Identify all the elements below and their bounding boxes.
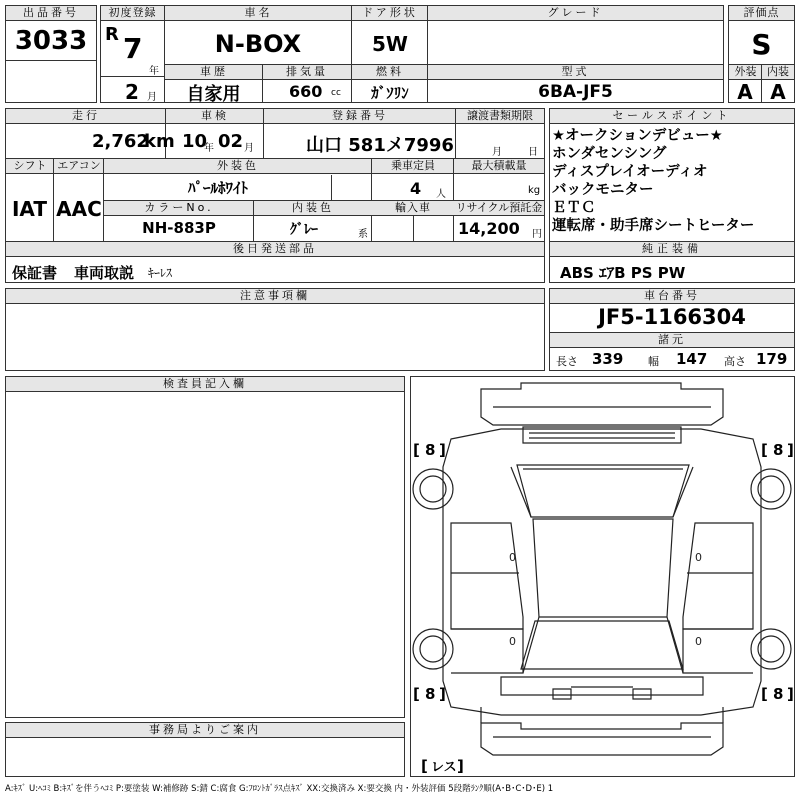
details-box — [5, 108, 545, 242]
later-parts-header: 後日発送部品 — [6, 242, 544, 257]
lot-number: 3033 — [14, 26, 88, 56]
inspector-box — [5, 376, 405, 718]
shift: IAT — [11, 197, 47, 221]
ext-grade-header: 外装 — [729, 65, 762, 80]
selling-point: バックモニター — [552, 182, 654, 198]
notes-box — [5, 288, 545, 371]
diagram-zero: 0 — [509, 551, 516, 564]
length-value: 339 — [592, 350, 624, 368]
lot-number-header: 出品番号 — [6, 6, 96, 21]
door-type: 5W — [372, 32, 408, 56]
diagram-zero: 0 — [695, 635, 702, 648]
color-number: NH-883P — [142, 219, 216, 237]
int-color: ｸﾞﾚｰ — [290, 222, 318, 238]
svg-text:]: ] — [787, 441, 794, 459]
first-registration-box — [100, 5, 165, 103]
diagram-zero: 0 — [695, 551, 702, 564]
svg-text:]: ] — [457, 757, 464, 775]
inspection-header: 車検 — [166, 109, 264, 124]
ext-color-header: 外装色 — [104, 159, 372, 174]
genuine-header: 純正装備 — [550, 242, 794, 257]
diagram-zero: 0 — [509, 635, 516, 648]
svg-text:]: ] — [439, 685, 446, 703]
later-parts-box — [5, 241, 545, 283]
vehicle-diagram — [411, 377, 794, 776]
selling-points-header: セールスポイント — [550, 109, 794, 124]
history-header: 車歴 — [165, 65, 263, 80]
damage-mark-front-right: 8 — [773, 441, 784, 459]
damage-mark-front-left: 8 — [425, 441, 436, 459]
specs-header: 諸元 — [550, 333, 794, 348]
selling-point: ★オークションデビュー★ — [552, 128, 723, 144]
chassis-box — [549, 288, 795, 371]
recycle-header: リサイクル預託金 — [455, 201, 543, 214]
recycle-unit: 円 — [532, 229, 542, 240]
reg-month: 2 — [125, 80, 139, 104]
ext-grade: A — [737, 80, 753, 104]
reg-month-unit: 月 — [147, 92, 157, 103]
svg-text:]: ] — [787, 685, 794, 703]
inspection-month-unit: 月 — [244, 143, 254, 154]
lot-number-box — [5, 5, 97, 61]
selling-point: ＥＴＣ — [552, 200, 596, 216]
length-label: 長さ — [556, 355, 578, 368]
svg-text:]: ] — [439, 441, 446, 459]
model-code: 6BA-JF5 — [538, 82, 613, 102]
reg-year: 7 — [123, 32, 143, 65]
genuine-equipment: ABS ｴｱB PS PW — [560, 264, 686, 282]
max-load-header: 最大積載量 — [454, 159, 544, 174]
svg-text:[: [ — [761, 685, 768, 703]
lot-blank-box — [5, 60, 97, 103]
selling-point: ディスプレイオーディオ — [552, 164, 708, 180]
selling-points-list — [552, 127, 754, 235]
selling-points-box — [549, 108, 795, 242]
displacement-unit: cc — [331, 88, 341, 98]
model-header: 型式 — [428, 65, 723, 80]
air-conditioner: AAC — [56, 197, 102, 221]
later-part-warranty: 保証書 — [12, 264, 58, 282]
era: R — [105, 24, 119, 45]
first-reg-header: 初度登録 — [101, 6, 164, 21]
genuine-equipment-box — [549, 241, 795, 283]
later-part-keyless: ｷｰﾚｽ — [148, 266, 173, 280]
office-header: 事務局よりご案内 — [6, 723, 404, 738]
width-value: 147 — [676, 350, 708, 368]
legend-text: A:ｷｽﾞ U:ﾍｺﾐ B:ｷｽﾞを伴うﾍｺﾐ P:要塗装 W:補修跡 S:錆 C:腐食 G:ﾌﾛﾝﾄｶﾞﾗｽ点ｷｽﾞ XX:交換済み X:要交換 内・外装評価 5段階ﾗﾝｸ順(A･B･C･D･E) 1 — [5, 784, 554, 794]
height-value: 179 — [756, 350, 788, 368]
shift-header: シフト — [6, 159, 54, 174]
grade-header: グレード — [428, 6, 723, 21]
mileage: 2,762 — [92, 131, 149, 152]
car-name-header: 車名 — [165, 6, 352, 21]
transfer-day-unit: 日 — [528, 147, 538, 158]
svg-text:[: [ — [413, 441, 420, 459]
fuel: ｶﾞｿﾘﾝ — [371, 84, 409, 102]
transfer-month-unit: 月 — [492, 147, 502, 158]
int-grade-header: 内装 — [762, 65, 794, 80]
ac-header: エアコン — [54, 159, 104, 174]
history: 自家用 — [186, 84, 241, 105]
inspector-header: 検査員記入欄 — [6, 377, 404, 392]
height-label: 高さ — [724, 355, 746, 368]
capacity: 4 — [410, 179, 422, 198]
ext-color: ﾊﾟｰﾙﾎﾜｲﾄ — [187, 179, 248, 197]
damage-mark-bottom: レス — [431, 760, 457, 775]
car-name: N-BOX — [214, 30, 302, 58]
door-header: ドア形状 — [352, 6, 428, 21]
svg-text:[: [ — [421, 757, 428, 775]
capacity-unit: 人 — [436, 189, 446, 200]
chassis-number: JF5-1166304 — [598, 305, 746, 329]
car-info-box — [164, 5, 724, 103]
svg-text:[: [ — [413, 685, 420, 703]
int-color-header: 内装色 — [254, 201, 372, 216]
mileage-unit: km — [144, 131, 175, 152]
reg-year-unit: 年 — [149, 66, 159, 77]
registration-number: 山口 581メ7996 — [306, 135, 454, 156]
mileage-header: 走行 — [6, 109, 166, 124]
capacity-header: 乗車定員 — [372, 159, 454, 174]
svg-text:[: [ — [761, 441, 768, 459]
transfer-header: 譲渡書類期限 — [456, 109, 544, 124]
recycle-fee: 14,200 — [458, 219, 520, 238]
damage-mark-rear-left: 8 — [425, 685, 436, 703]
inspection-month: 02 — [218, 131, 244, 152]
selling-point: 運転席・助手席シートヒーター — [552, 218, 755, 234]
reg-no-header: 登録番号 — [264, 109, 456, 124]
max-load-unit: kg — [528, 185, 541, 196]
inspection-year-unit: 年 — [204, 143, 214, 154]
color-no-header: カラーNo. — [104, 201, 254, 216]
office-box — [5, 722, 405, 777]
displacement-header: 排気量 — [263, 65, 351, 80]
width-label: 幅 — [648, 355, 659, 368]
notes-header: 注意事項欄 — [6, 289, 544, 304]
later-part-manual: 車両取説 — [74, 264, 135, 282]
selling-point: ホンダセンシング — [552, 146, 667, 162]
chassis-header: 車台番号 — [550, 289, 794, 304]
fuel-header: 燃料 — [352, 65, 428, 80]
int-color-unit: 系 — [358, 229, 368, 240]
score: S — [751, 28, 772, 61]
import-header: 輸入車 — [372, 201, 454, 216]
damage-mark-rear-right: 8 — [773, 685, 784, 703]
score-header: 評価点 — [729, 6, 794, 21]
displacement: 660 — [289, 82, 323, 101]
vehicle-diagram-box — [410, 376, 795, 777]
int-grade: A — [770, 80, 786, 104]
score-box — [728, 5, 795, 103]
inspection-year: 10 — [182, 131, 208, 152]
